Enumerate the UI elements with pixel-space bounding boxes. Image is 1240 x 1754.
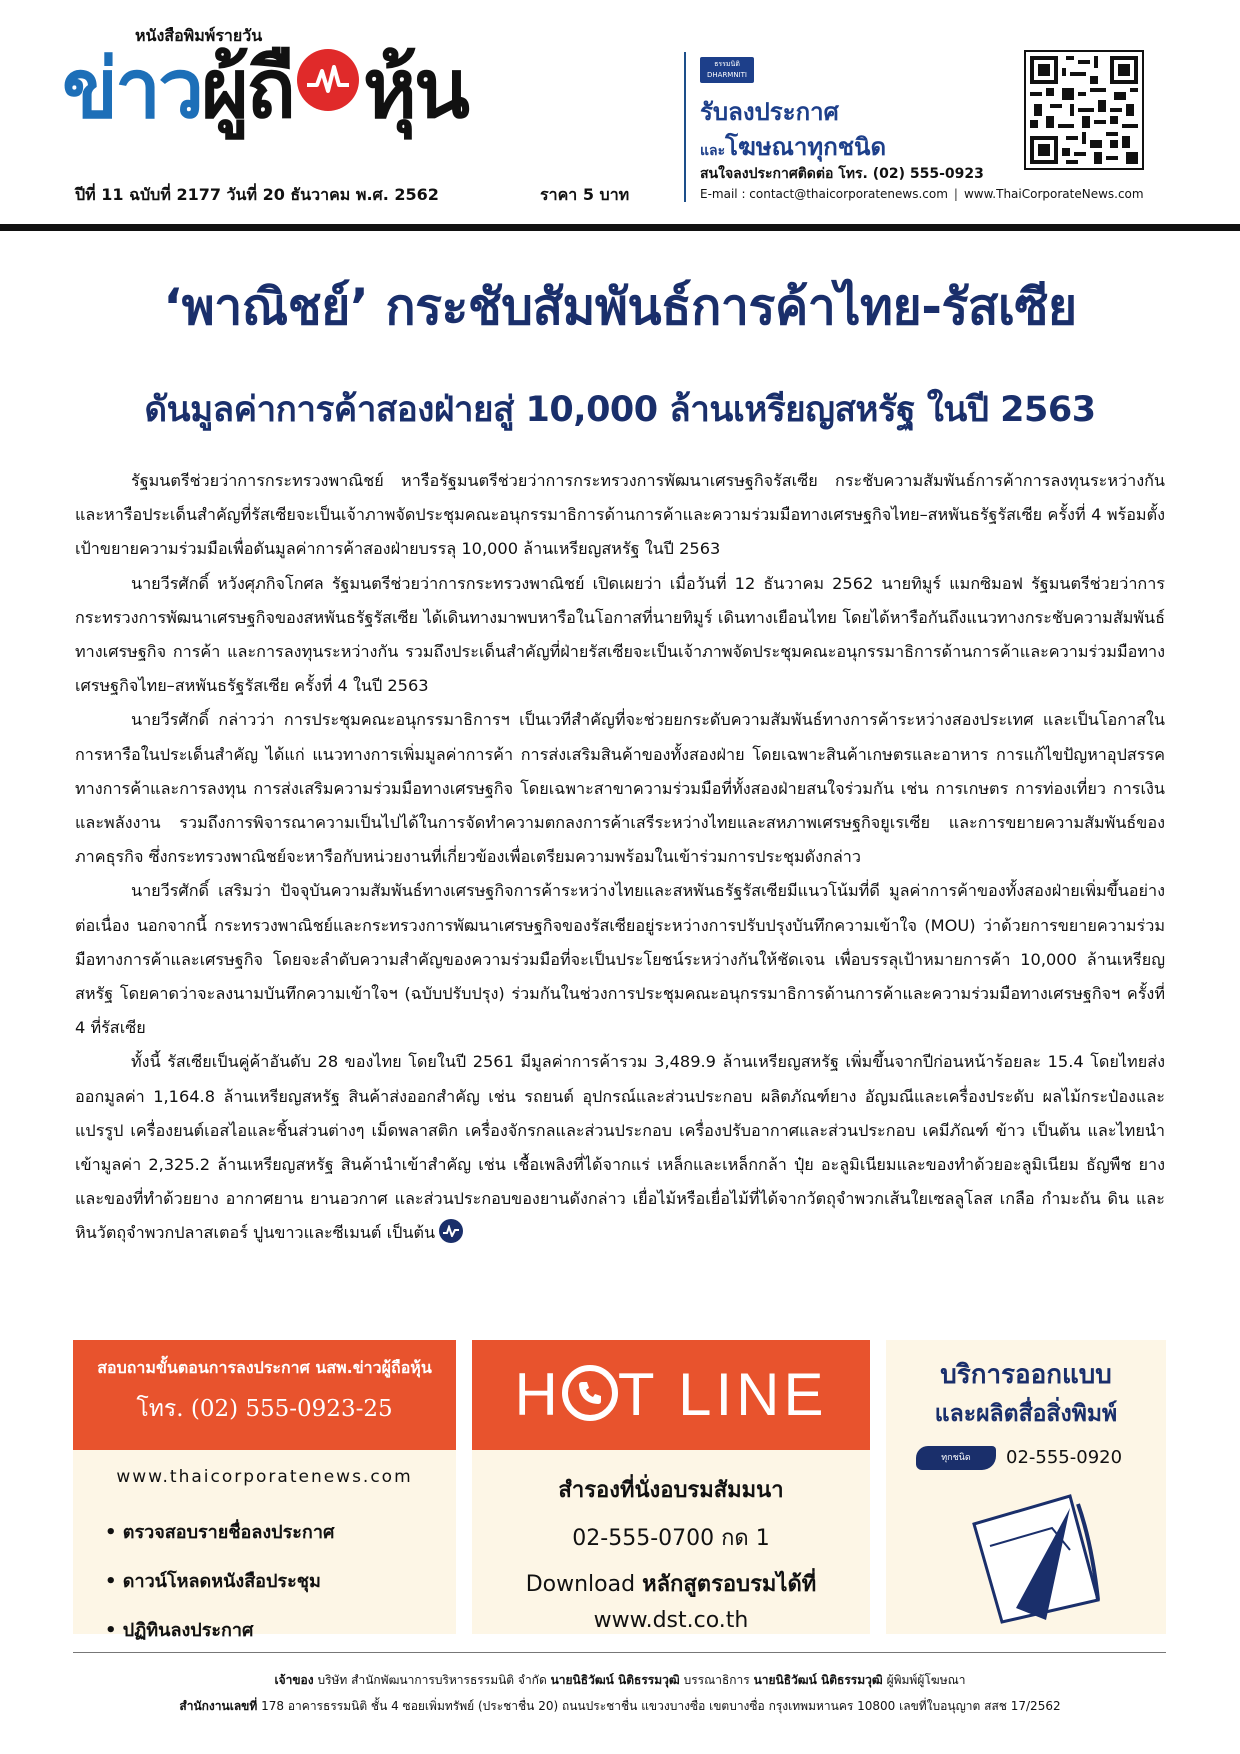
- ad-line2-text: โฆษณาทุกชนิด: [725, 133, 887, 161]
- issue-info: ปีที่ 11 ฉบับที่ 2177 วันที่ 20 ธันวาคม พ.ศ. 2562: [75, 185, 439, 204]
- seminar-phone[interactable]: 02-555-0700 กด 1: [572, 1526, 770, 1551]
- brush-stroke-label: ทุกชนิด: [916, 1446, 996, 1470]
- print-media-title: และผลิตสื่อสิ่งพิมพ์: [934, 1401, 1118, 1427]
- announcement-services-list: [105, 1517, 334, 1664]
- paper-fold-icon: [966, 1488, 1106, 1632]
- article-paragraph: นายวีรศักดิ์ หวังศุภกิจโกศล รัฐมนตรีช่วยว่าการกระทรวงพาณิชย์ เปิดเผยว่า เมื่อวันที่ 12 ธันวาคม 2562 นายทิมูร์ แมกซิมอฟ รัฐมนตรีช่วยว่าการกระทรวงการพัฒนาเศรษฐกิจของสหพันธรัฐรัสเซีย ได้เดินทางมาพบหารือในโอกาสที่นายทิมูร์ เดินทางเยือนไทย โดยได้หารือกันถึงแนวทางกระชับความสัมพันธ์ทางเศรษฐกิจ การค้า และการลงทุนระหว่างกัน รวมถึงประเด็นสำคัญที่ฝ่ายรัสเซียจะเป็นเจ้าภาพจัดประชุมคณะอนุกรรมาธิการด้านการค้าและความร่วมมือทางเศรษฐกิจไทย–สหพันธรัฐรัสเซีย ครั้งที่ 4 ในปี 2563: [75, 573, 1165, 696]
- hotline-letter-h: H: [514, 1361, 562, 1428]
- article-paragraph-text: ทั้งนี้ รัสเซียเป็นคู่ค้าอันดับ 28 ของไทย โดยในปี 2561 มีมูลค่าการค้ารวม 3,489.9 ล้านเหรียญสหรัฐ เพิ่มขึ้นจากปีก่อนหน้าร้อยละ 15.4 โดยไทยส่งออกมูลค่า 1,164.8 ล้านเหรียญสหรัฐ สินค้าส่งออกสำคัญ เช่น รถยนต์ อุปกรณ์และส่วนประกอบ ผลิตภัณฑ์ยาง อัญมณีและเครื่องประดับ ผลไม้กระป๋องและแปรรูป เครื่องยนต์เอสไอและชิ้นส่วนต่างๆ เม็ดพลาสติก เครื่องจักรกลและส่วนประกอบ เครื่องปรับอากาศและส่วนประกอบ เคมีภัณฑ์ ข้าว เป็นต้น และไทยนำเข้ามูลค่า 2,325.2 ล้านเหรียญสหรัฐ สินค้านำเข้าสำคัญ เช่น เชื้อเพลิงที่ได้จากแร่ เหล็กและเหล็กกล้า ปุ๋ย อะลูมิเนียมและของทำด้วยอะลูมิเนียม ธัญพืช ยางและของที่ทำด้วยยาง อากาศยาน ยานอวกาศ และส่วนประกอบของยานดังกล่าว เยื่อไม้หรือเยื่อไม้ที่ได้จากวัตถุจำพวกเส้นใยเซลลูโลส เกลือ กำมะถัน ดิน และหินวัตถุจำพวกปลาสเตอร์ ปูนขาวและซีเมนต์ เป็นต้น: [75, 1052, 1165, 1243]
- ad-contact-phone: สนใจลงประกาศติดต่อ โทร. (02) 555-0923: [700, 166, 984, 182]
- stock-chart-icon: [297, 49, 359, 111]
- owner-label: เจ้าของ: [274, 1673, 314, 1687]
- announcement-inquiry-text: สอบถามขั้นตอนการลงประกาศ นสพ.ข่าวผู้ถือหุ้น: [97, 1358, 432, 1377]
- design-service-phone[interactable]: 02-555-0920: [1006, 1447, 1123, 1468]
- newspaper-logo[interactable]: [62, 40, 467, 140]
- hotline-box: [472, 1340, 870, 1634]
- masthead-rule: [0, 224, 1240, 231]
- seminar-reservation-text: สำรองที่นั่งอบรมสัมมนา: [558, 1478, 784, 1503]
- hotline-word-tline: T LINE: [617, 1361, 828, 1428]
- phone-icon: [562, 1365, 618, 1421]
- office-address: 178 อาคารธรรมนิติ ชั้น 4 ซอยเพิ่มทรัพย์ (ประชาชื่น 20) ถนนประชาชื่น แขวงบางซื่อ เขตบางซื่อ กรุงเทพมหานคร 10800 เลขที่ใบอนุญาต สสช 17/2562: [261, 1699, 1061, 1713]
- course-label: หลักสูตรอบรมได้ที่: [642, 1572, 817, 1597]
- article-paragraph: นายวีรศักดิ์ เสริมว่า ปัจจุบันความสัมพันธ์ทางเศรษฐกิจการค้าระหว่างไทยและสหพันธรัฐรัสเซียมีแนวโน้มที่ดี มูลค่าการค้าของทั้งสองฝ่ายเพิ่มขึ้นอย่างต่อเนื่อง นอกจากนี้ กระทรวงพาณิชย์และกระทรวงการพัฒนาเศรษฐกิจของรัสเซียอยู่ระหว่างการปรับปรุงบันทึกความเข้าใจ (MOU) ว่าด้วยการขยายความร่วมมือทางการค้าและเศรษฐกิจ โดยจะลำดับความสำคัญของความร่วมมือที่จะเป็นประโยชน์ระหว่างกันให้ชัดเจน เพื่อบรรลุเป้าหมายการค้า 10,000 ล้านเหรียญสหรัฐ โดยคาดว่าจะลงนามบันทึกความเข้าใจฯ (ฉบับปรับปรุง) ร่วมกันในช่วงการประชุมคณะอนุกรรมาธิการด้านการค้าและความร่วมมือทางเศรษฐกิจฯ ครั้งที่ 4 ที่รัสเซีย: [75, 881, 1165, 1038]
- logo-word-shares: หุ้น: [362, 42, 467, 137]
- issue-price: ราคา 5 บาท: [540, 185, 630, 204]
- footer-rule: [73, 1652, 1166, 1653]
- article-subheadline: ดันมูลค่าการค้าสองฝ่ายสู่ 10,000 ล้านเหรียญสหรัฐ ในปี 2563: [144, 390, 1096, 430]
- service-item-download-meetings[interactable]: • ดาวน์โหลดหนังสือประชุม: [105, 1571, 321, 1592]
- masthead-tagline: หนังสือพิมพ์รายวัน: [135, 26, 263, 45]
- article-paragraph-last: [75, 1045, 1165, 1250]
- announcement-info-box: [73, 1340, 456, 1641]
- announcement-phone[interactable]: โทร. (02) 555-0923-25: [136, 1396, 393, 1422]
- logo-word-news: ข่าว: [62, 42, 202, 137]
- editor-role: บรรณาธิการ: [683, 1673, 750, 1687]
- announcement-info-header: [73, 1340, 456, 1450]
- dharmniti-badge: [700, 57, 754, 83]
- dst-website-link[interactable]: www.dst.co.th: [593, 1608, 749, 1633]
- announcement-website-link[interactable]: www.thaicorporatenews.com: [116, 1467, 413, 1487]
- print-design-box: [886, 1340, 1166, 1634]
- ad-line2-prefix: และ: [700, 143, 726, 159]
- download-label: Download: [525, 1572, 636, 1597]
- design-service-title: บริการออกแบบ: [940, 1360, 1112, 1390]
- logo-word-holder: ผู้ถื: [201, 42, 293, 137]
- badge-thai-name: ธรรมนิติ: [714, 60, 740, 68]
- publisher-name: นายนิธิวัฒน์ นิติธรรมวุฒิ: [753, 1673, 883, 1687]
- service-item-calendar[interactable]: • ปฏิทินลงประกาศ: [105, 1620, 254, 1641]
- article-body: [75, 464, 1165, 1251]
- badge-english-name: DHARMNITI: [707, 71, 747, 79]
- qr-code-icon[interactable]: [1024, 50, 1144, 170]
- article-paragraph: รัฐมนตรีช่วยว่าการกระทรวงพาณิชย์ หารือรัฐมนตรีช่วยว่าการกระทรวงการพัฒนาเศรษฐกิจรัสเซีย กระชับความสัมพันธ์การค้าการลงทุนระหว่างกัน และหารือประเด็นสำคัญที่รัสเซียจะเป็นเจ้าภาพจัดประชุมคณะอนุกรรมาธิการด้านการค้าและความร่วมมือทางเศรษฐกิจไทย–สหพันธรัฐรัสเซีย ครั้งที่ 4 พร้อมตั้งเป้าขยายความร่วมมือเพื่อดันมูลค่าการค้าสองฝ่ายบรรลุ 10,000 ล้านเหรียญสหรัฐ ในปี 2563: [75, 471, 1165, 559]
- editor-name: นายนิธิวัฒน์ นิติธรรมวุฒิ: [550, 1673, 680, 1687]
- article-headline: ‘พาณิชย์’ กระชับสัมพันธ์การค้าไทย-รัสเซีย: [163, 278, 1077, 336]
- service-item-check-announcements[interactable]: • ตรวจสอบรายชื่อลงประกาศ: [105, 1522, 335, 1543]
- footer-ownership: [0, 1671, 1240, 1690]
- contact-website[interactable]: www.ThaiCorporateNews.com: [963, 187, 1144, 201]
- office-label: สำนักงานเลขที่: [179, 1699, 258, 1713]
- contact-email[interactable]: E-mail : contact@thaicorporatenews.com: [700, 187, 948, 201]
- hotline-header: [472, 1340, 870, 1450]
- publisher-role: ผู้พิมพ์ผู้โฆษณา: [886, 1673, 966, 1687]
- course-download-text: [472, 1566, 870, 1601]
- owner-text: บริษัท สำนักพัฒนาการบริหารธรรมนิติ จำกัด: [317, 1673, 547, 1687]
- masthead: [0, 0, 1240, 232]
- end-of-article-icon: [439, 1219, 463, 1243]
- contact-line: [700, 187, 1144, 201]
- masthead-divider: [684, 52, 686, 202]
- footer-address: [0, 1697, 1240, 1716]
- contact-separator: |: [953, 187, 958, 201]
- article-paragraph: นายวีรศักดิ์ กล่าวว่า การประชุมคณะอนุกรรมาธิการฯ เป็นเวทีสำคัญที่จะช่วยยกระดับความสัมพันธ์ทางการค้าระหว่างสองประเทศ และเป็นโอกาสในการหารือในประเด็นสำคัญ ได้แก่ แนวทางการเพิ่มมูลค่าการค้า การส่งเสริมสินค้าของทั้งสองฝ่าย โดยเฉพาะสินค้าเกษตรและอาหาร การแก้ไขปัญหาอุปสรรคทางการค้าและการลงทุน การส่งเสริมความร่วมมือทางเศรษฐกิจ โดยเฉพาะสาขาความร่วมมือที่ทั้งสองฝ่ายสนใจร่วมกัน เช่น การเกษตร การท่องเที่ยว การเงิน และพลังงาน รวมถึงการพิจารณาความเป็นไปได้ในการจัดทำความตกลงการค้าเสรีระหว่างไทยและสหภาพเศรษฐกิจยูเรเซีย และการขยายความสัมพันธ์ของภาคธุรกิจ ซึ่งกระทรวงพาณิชย์จะหารือกับหน่วยงานที่เกี่ยวข้องเพื่อเตรียมความพร้อมในเข้าร่วมการประชุมดังกล่าว: [75, 710, 1165, 867]
- ad-headline-advertising: [700, 127, 886, 166]
- ad-headline-announcements: รับลงประกาศ: [700, 98, 839, 126]
